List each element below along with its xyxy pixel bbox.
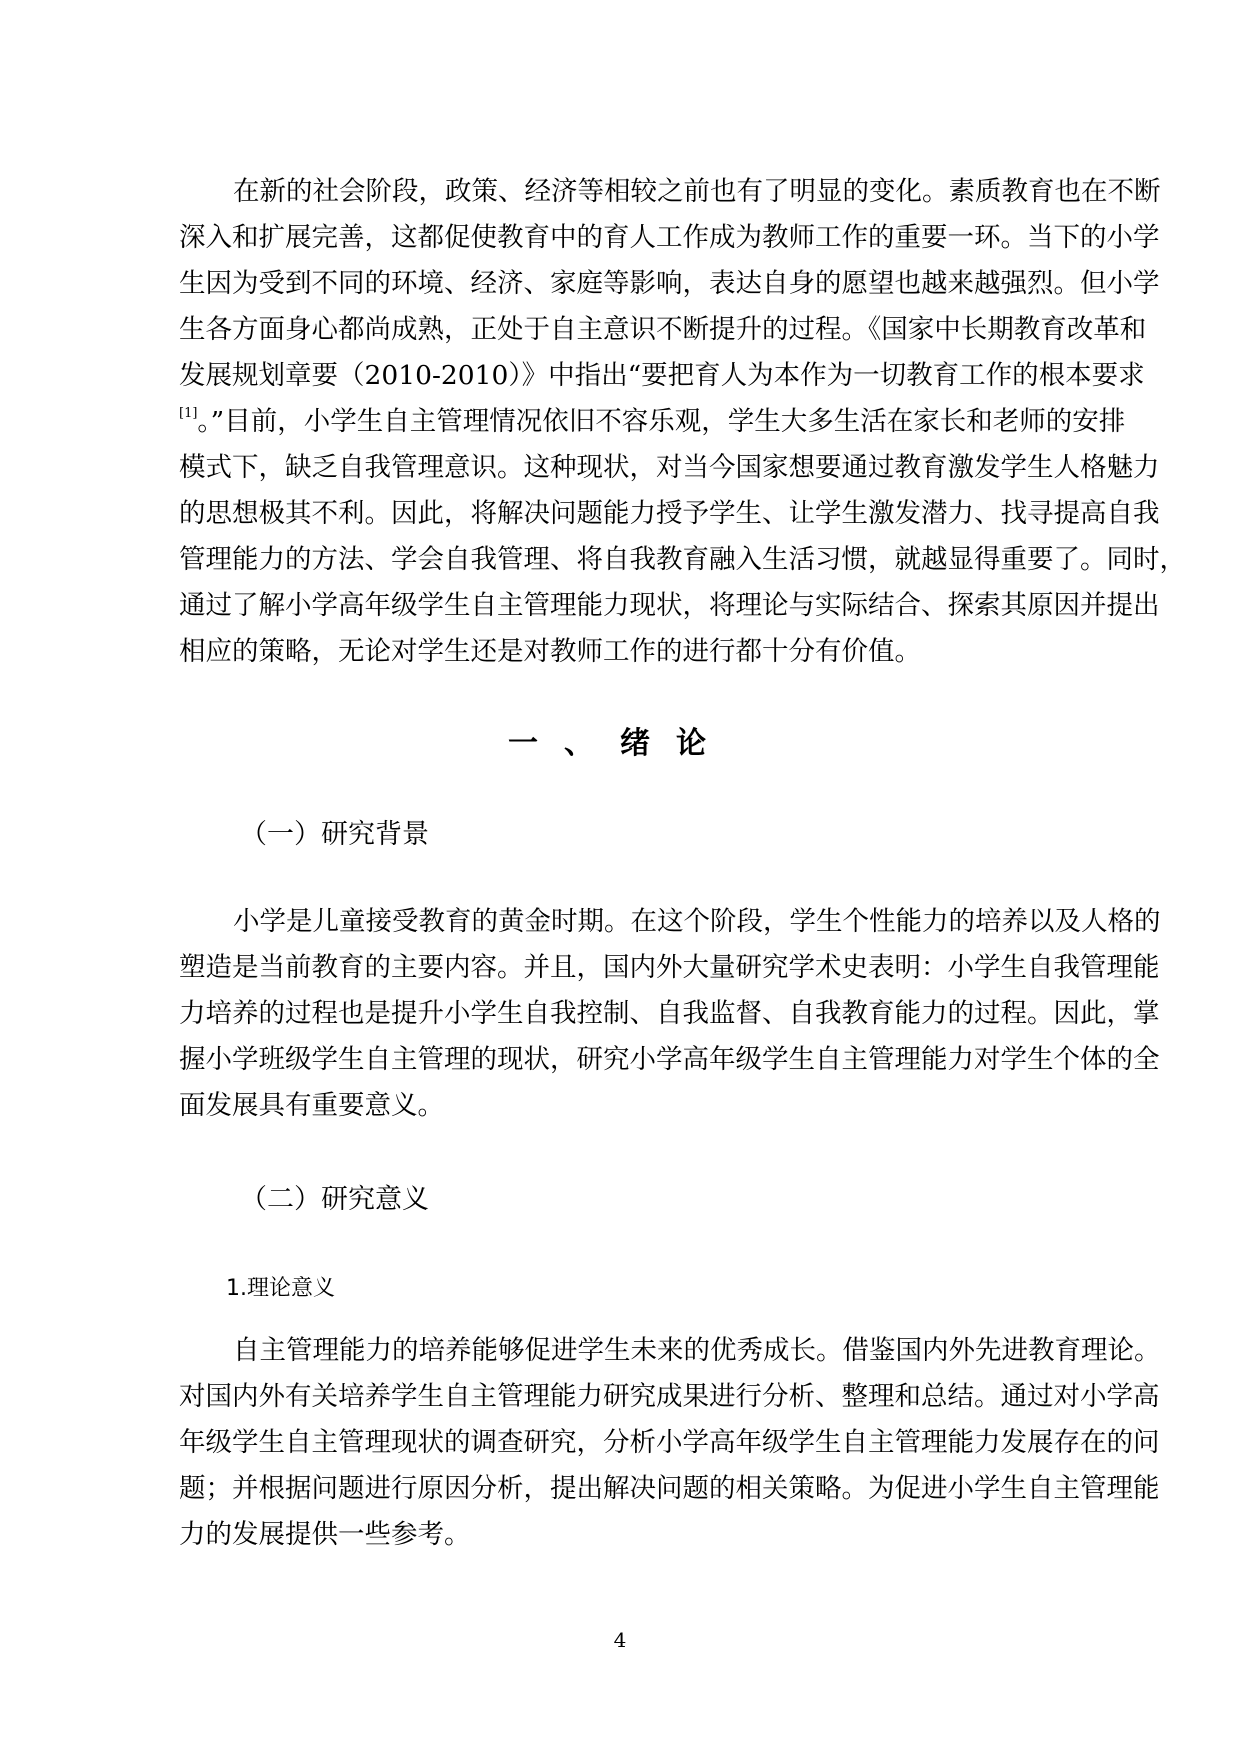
text-line: 生各方面身心都尚成熟，正处于自主意识不断提升的过程。《国家中长期教育改革和 xyxy=(179,314,1147,345)
subsection-heading-theory: 1.理论意义 xyxy=(226,1276,335,1301)
section-heading-background: （一）研究背景 xyxy=(240,819,429,850)
text-line: 在新的社会阶段，政策、经济等相较之前也有了明显的变化。素质教育也在不断 xyxy=(233,176,1161,207)
text-line: 管理能力的方法、学会自我管理、将自我教育融入生活习惯，就越显得重要了。同时， xyxy=(179,544,1186,575)
text-line: 深入和扩展完善，这都促使教育中的育人工作成为教师工作的重要一环。当下的小学 xyxy=(179,222,1160,253)
text-line: 模式下，缺乏自我管理意识。这种现状，对当今国家想要通过教育激发学生人格魅力 xyxy=(179,452,1160,483)
text-line: 年级学生自主管理现状的调查研究，分析小学高年级学生自主管理能力发展存在的问 xyxy=(179,1427,1160,1458)
text-line xyxy=(179,399,1124,445)
citation-marker[interactable]: [1] xyxy=(179,406,198,421)
theory-paragraph xyxy=(179,1328,1161,1558)
text-line: 自主管理能力的培养能够促进学生未来的优秀成长。借鉴国内外先进教育理论。 xyxy=(233,1335,1161,1366)
intro-paragraph xyxy=(179,169,1186,675)
text-line: 塑造是当前教育的主要内容。并且，国内外大量研究学术史表明：小学生自我管理能 xyxy=(179,952,1160,983)
text-line: 对国内外有关培养学生自主管理能力研究成果进行分析、整理和总结。通过对小学高 xyxy=(179,1381,1160,1412)
text-line: 发展规划章要（2010-2010）》中指出“要把育人为本作为一切教育工作的根本要求 xyxy=(179,360,1145,391)
text-line: 通过了解小学高年级学生自主管理能力现状，将理论与实际结合、探索其原因并提出 xyxy=(179,590,1160,621)
text-line: 小学是儿童接受教育的黄金时期。在这个阶段，学生个性能力的培养以及人格的 xyxy=(233,906,1161,937)
section-heading-significance: （二）研究意义 xyxy=(240,1184,429,1215)
chapter-heading: 一、绪论 xyxy=(508,726,732,761)
text-line: 生因为受到不同的环境、经济、家庭等影响，表达自身的愿望也越来越强烈。但小学 xyxy=(179,268,1160,299)
text-line: 面发展具有重要意义。 xyxy=(179,1090,444,1121)
text-line: 相应的策略，无论对学生还是对教师工作的进行都十分有价值。 xyxy=(179,636,921,667)
text-line: 握小学班级学生自主管理的现状，研究小学高年级学生自主管理能力对学生个体的全 xyxy=(179,1044,1160,1075)
background-paragraph xyxy=(179,899,1161,1129)
text-span: 。”目前，小学生自主管理情况依旧不容乐观，学生大多生活在家长和老师的安排 xyxy=(197,406,1126,437)
text-line: 力的发展提供一些参考。 xyxy=(179,1519,471,1550)
text-line: 的思想极其不利。因此，将解决问题能力授予学生、让学生激发潜力、找寻提高自我 xyxy=(179,498,1160,529)
page-number: 4 xyxy=(613,1628,627,1652)
text-line: 力培养的过程也是提升小学生自我控制、自我监督、自我教育能力的过程。因此，掌 xyxy=(179,998,1160,1029)
text-line: 题；并根据问题进行原因分析，提出解决问题的相关策略。为促进小学生自主管理能 xyxy=(179,1473,1160,1504)
